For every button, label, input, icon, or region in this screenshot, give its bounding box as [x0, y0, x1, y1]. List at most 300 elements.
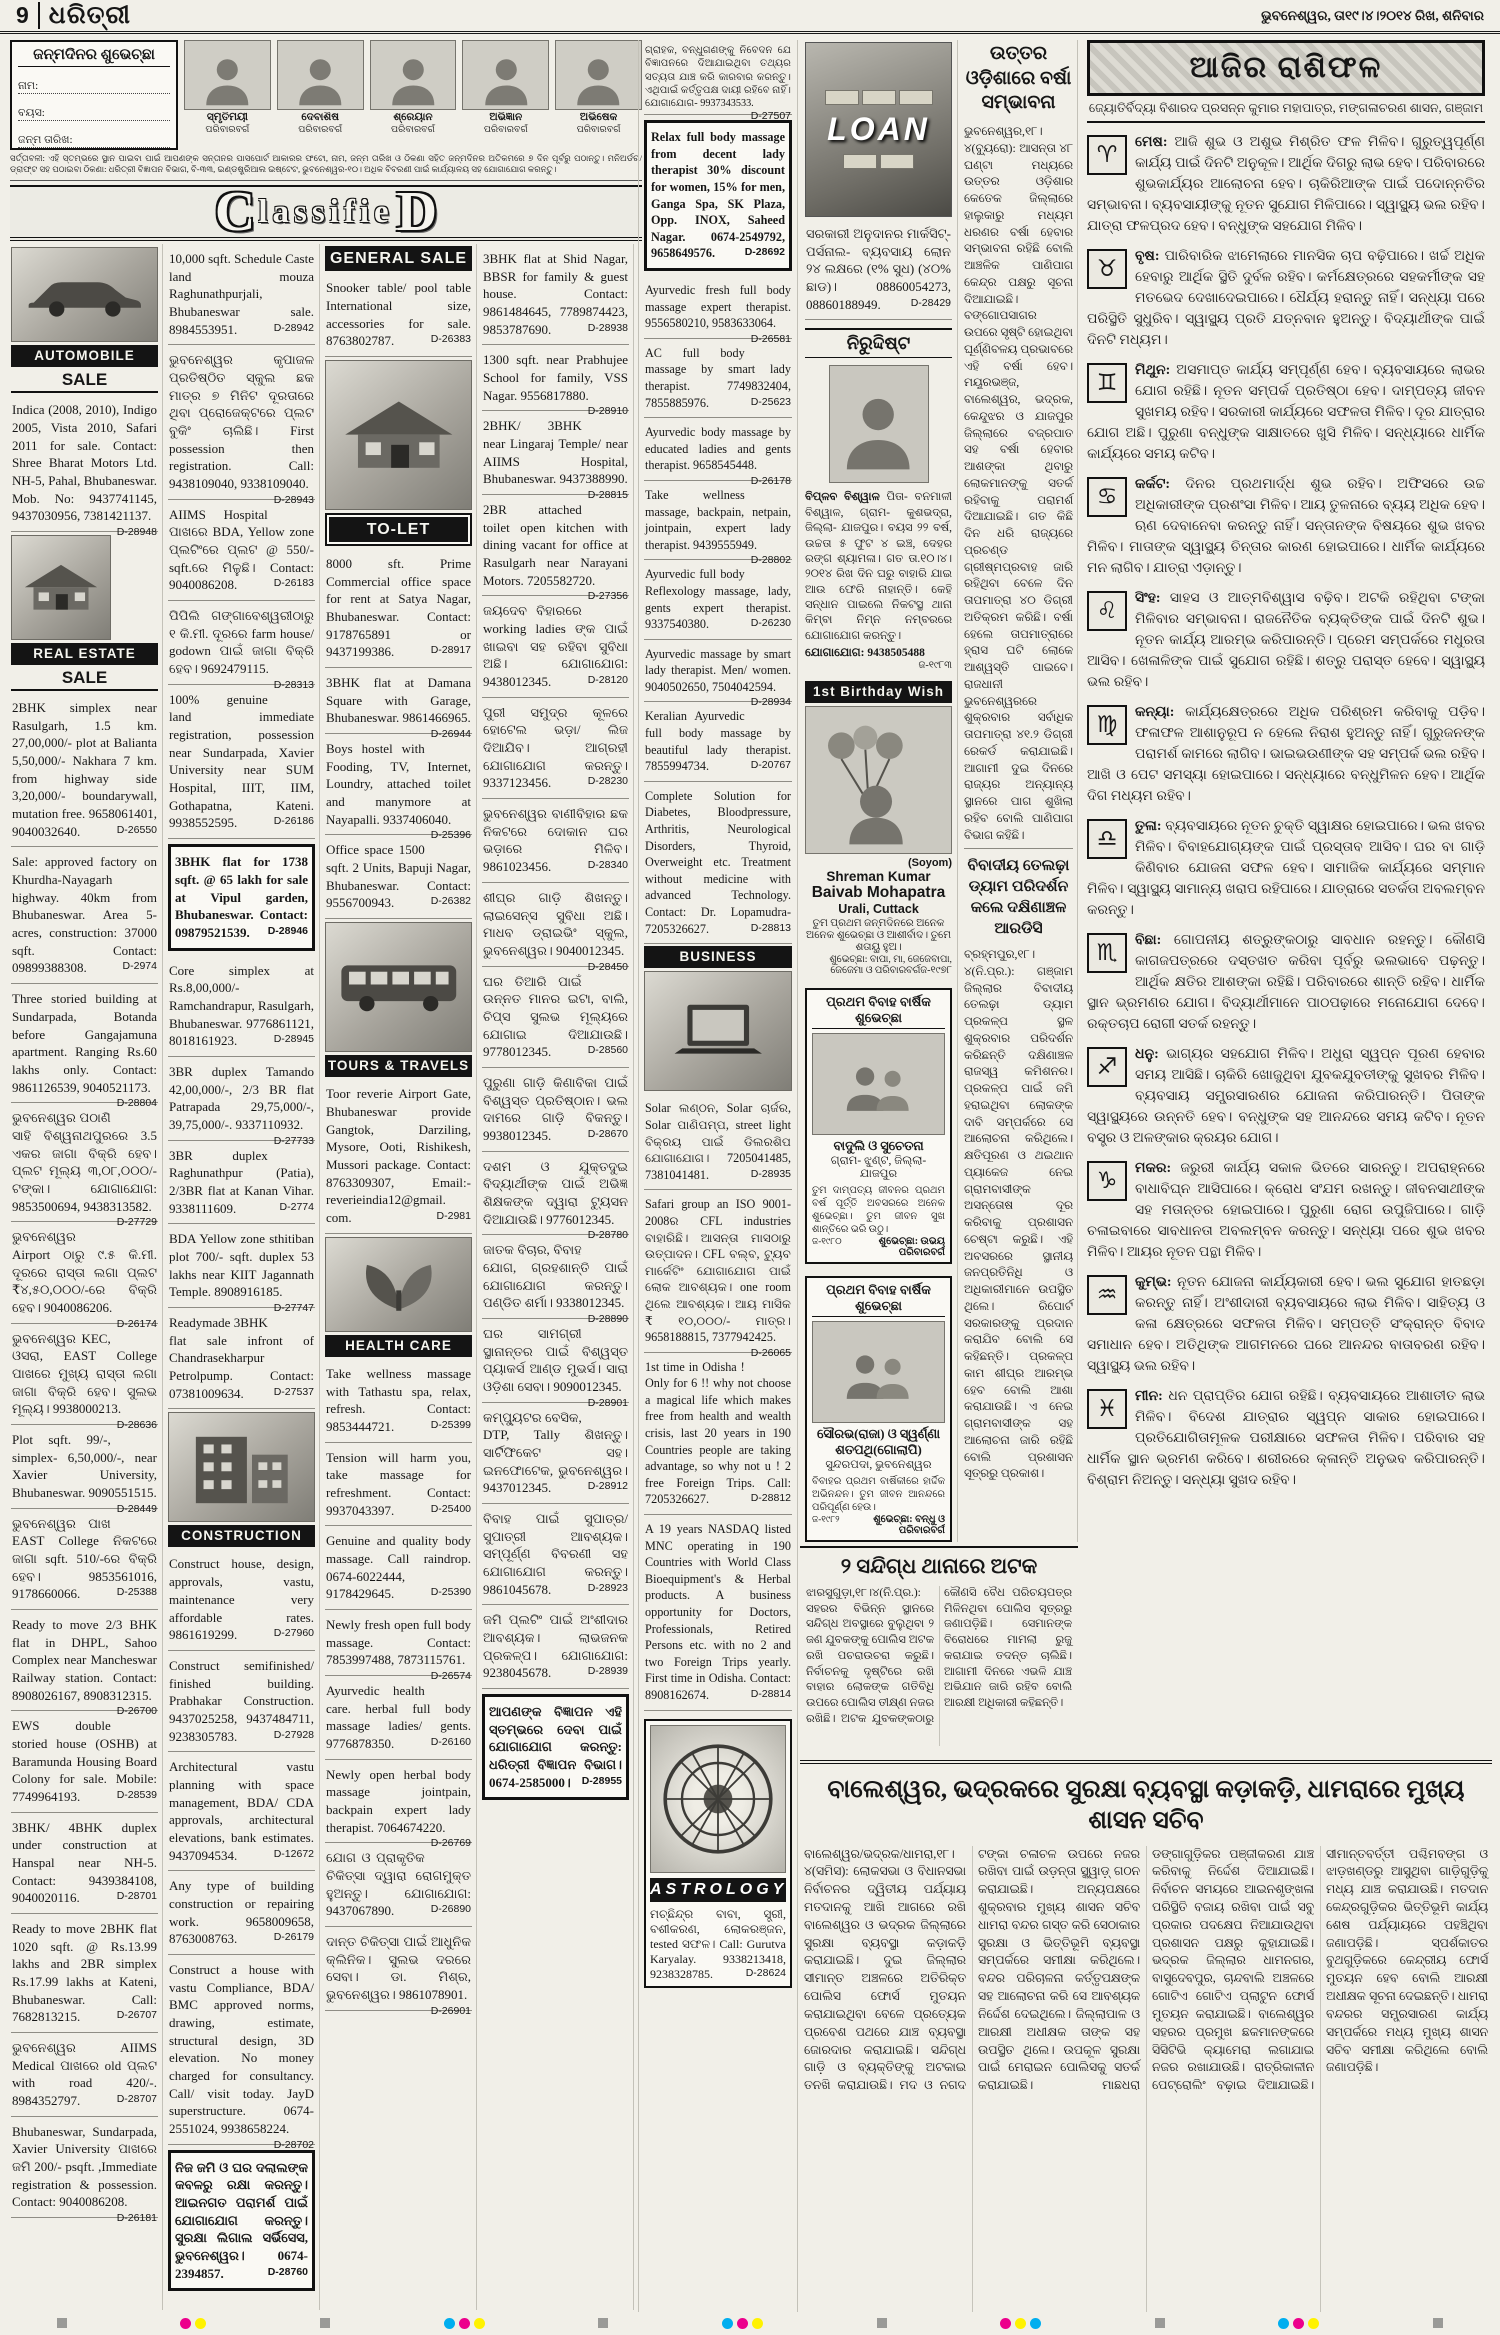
classified-ad: [325, 1760, 472, 1850]
classified-ad: [168, 685, 315, 839]
ad-id: D-28429: [910, 296, 951, 309]
registration-square: [1433, 2318, 1443, 2328]
ad-text: 10,000 sqft. Schedule Caste land mouza Raghunathpurjali, Bhubaneswar sale. 8984553951.: [169, 251, 314, 337]
ad-text: Construct semifinished/ finished building. Prabhakar Construction. 9437025258, 9437484711, 9238305783.: [169, 1657, 314, 1744]
classified-column-1: [10, 244, 163, 2310]
horoscope-entry: [1087, 1044, 1485, 1149]
zodiac-icon: ♒: [1087, 1275, 1127, 1315]
ad-id: D-28943: [273, 493, 314, 506]
ad-text: ଭୁବନେଶ୍ୱର ପଠାଣି ସାହି ବିଶ୍ୱନାଥପୁରରେ 3.5 ଏକର ଜାଗା ବିକ୍ରି ହେବ। ପ୍ଲଟ ମୂଲ୍ୟ ୩,୦୮,୦୦୦/- ଟଙ୍କା। ଯୋଗାଯୋଗ: 9853500694, 9438313582.: [12, 1110, 157, 1214]
ad-text: Ready to move 2/3 BHK flat in DHPL, Sahoo Complex near Mancheswar Railway station. Contact: 8908026167, 8908312315.: [12, 1616, 157, 1703]
ad-text: ନିଜ ଜମି ଓ ଘର ଦଲାଲଙ୍କ କବଳରୁ ରକ୍ଷା କରନ୍ତୁ। ଆଇନଗତ ପରାମର୍ଶ ପାଇଁ ଯୋଗାଯୋଗ କରନ୍ତୁ। ସୁରକ୍ଷା ଲିଗାଲ ସର୍ଭିସେସ, ଭୁବନେଶ୍ୱର। 0674-2394857.: [175, 2159, 308, 2281]
loan-label: LOAN: [827, 111, 930, 147]
ad-id: D-27928: [273, 1728, 314, 1741]
classified-ad: [325, 835, 472, 919]
baby-place: Urali, Cuttack: [838, 902, 919, 917]
page-number: 9: [16, 2, 40, 29]
to-let-section-header: TO-LET: [329, 517, 468, 542]
ad-text: Architectural vastu planning with space management, BDA/ CDA approvals, architectural elevations, bank estimates. 9437094534.: [169, 1759, 314, 1863]
ad-text: କମ୍ପ୍ୟୁଟର ବେସିକ, DTP, Tally ଶିଖନ୍ତୁ। ସାର୍ଟିଫିକେଟ ସହ। ଇନଫୋଟେକ, ଭୁବନେଶ୍ୱର। 9437012345.: [483, 1409, 628, 1496]
missing-person-contact: [805, 647, 952, 671]
anniversary-title: ପ୍ରଥମ ବିବାହ ବାର୍ଷିକ ଶୁଭେଚ୍ଛା: [812, 1282, 945, 1317]
classified-ad: [482, 1504, 629, 1605]
classified-ad: [325, 1676, 472, 1760]
ad-id: D-28624: [745, 1966, 786, 1979]
classified-ad: [168, 1549, 315, 1650]
birthday-photo-card: [370, 40, 457, 150]
child-photo: [277, 40, 364, 110]
family-label: ପରିବାରବର୍ଗ: [298, 125, 343, 135]
child-photo: [184, 40, 271, 110]
coupon-field-age: ବୟସ:: [18, 107, 170, 121]
ad-text: 3BHK/ 4BHK duplex under construction at Hanspal near NH-5. Contact: 9439384108, 9040020116.: [12, 1819, 157, 1906]
ad-id: D-26383: [430, 333, 471, 346]
classified-ad: [482, 1403, 629, 1504]
ad-text: 3BHK flat at Damana Square with Garage, Bhubaneswar. 9861466965.: [326, 675, 471, 726]
classified-logo-mid: lassifie: [258, 193, 394, 230]
classified-ad: [482, 1068, 629, 1152]
detained-headline: ୨ ସନ୍ଦିଗ୍ଧ ଥାନାରେ ଅଟକ: [840, 1554, 1038, 1578]
ad-text: 3BR duplex Tamando 42,00,000/-, 2/3 BR flat Patrapada 29,75,000/-, 39,75,000/-. 9337110932.: [169, 1063, 314, 1132]
classified-ad: [168, 956, 315, 1057]
birthday-photos: [184, 40, 642, 150]
ad-id: D-28912: [587, 1480, 628, 1493]
zodiac-icon: ♎: [1087, 819, 1127, 859]
horoscope-byline: ଜ୍ୟୋତିର୍ବିଦ୍ୟା ବିଶାରଦ ପ୍ରସନ୍ନ କୁମାର ମହାପାତ୍ର, ମଙ୍ଗଳାଚରଣ ଶାସନ, ଗଞ୍ଜାମ: [1087, 96, 1485, 123]
sign-text: ଶୁଭେଚ୍ଛା: ବନ୍ଧୁ ଓ ପରିବାରବର୍ଗ: [873, 1514, 945, 1537]
ad-text: 2BHK/ 3BHK near Lingaraj Temple/ near AIIMS Hospital, Bhubaneswar. 9437388990.: [483, 418, 628, 487]
zodiac-sign-name: ମେଷ :: [1135, 135, 1174, 150]
ad-text: Safari group an ISO 9001-2008ର CFL industries ବାହାରିଛି। ଆସନ୍ତା ମାସଠାରୁ ଉତ୍ପାଦନ। CFL ବଲ୍ବ, ଟ୍ୟୁବ ମାର୍କେଟିଂ ଯୋଗାଯୋଗ ପାଇଁ ଲୋକ ଆବଶ୍ୟକ। one room ଥିଲେ ଆବଶ୍ୟକ। ଆୟ ମାସିକ ₹ ୧୦,୦୦୦/- ମାତ୍ର। 9658188815, 7377942425.: [645, 1197, 791, 1345]
ad-text: Complete Solution for Diabetes, Bloodpressure, Arthritis, Neurological Disorders, Thyroid, Overweight etc. Treatment without medicine with advanced Technology. Contact: Dr. Lopamudra- 7205326627.: [645, 788, 791, 936]
real-estate-ads: [11, 693, 158, 2225]
automobile-ads: [11, 395, 158, 538]
couple-silhouette-icon: [833, 1042, 925, 1134]
classified-ad: [168, 345, 315, 506]
notice-id: ଜ-୧୯୮୩: [918, 660, 952, 672]
birthday-photo-card: [184, 40, 271, 150]
ad-id: D-26944: [430, 728, 471, 741]
horoscope-text: ବ୍ୟବସାୟରେ ନୂତନ ଚୁକ୍ତି ସ୍ୱାକ୍ଷର ହୋଇପାରେ। ଭଲ ଖବର ମିଳିବ। ବିବାହଯୋଗ୍ୟଙ୍କ ପାଇଁ ପ୍ରସ୍ତାବ ଆସିବ। ଘର ବା ଗାଡ଼ି କିଣିବାର ଯୋଜନା ସଫଳ ହେବ। ସାମାଜିକ କାର୍ଯ୍ୟରେ ସମ୍ମାନ ମିଳିବ। ସ୍ୱାସ୍ଥ୍ୟ ସାମାନ୍ୟ ଖରାପ ରହିପାରେ। ଯାତ୍ରାରେ ସତର୍କତା ଅବଲମ୍ବନ କରନ୍ତୁ।: [1087, 819, 1485, 918]
couple-photo: [812, 1321, 945, 1423]
classified-ad: [325, 549, 472, 668]
ad-id: D-28813: [750, 921, 791, 934]
classified-ad: [325, 1610, 472, 1682]
ad-text: Ayurvedic massage by smart lady therapist. Men/ women. 9040502650, 7504042594.: [645, 646, 791, 694]
disclaimer-notice: [644, 40, 792, 123]
classified-ad: [11, 693, 158, 847]
anniversary-note: ବିବାହର ପ୍ରଥମ ବାର୍ଷିକୀରେ ହାର୍ଦ୍ଦିକ ଅଭିନନ୍ଦନ। ତୁମ ଜୀବନ ଆନନ୍ଦରେ ପରିପୂର୍ଣ୍ଣ ହେଉ।: [812, 1476, 945, 1514]
classified-ad: [168, 1651, 315, 1752]
birthday-note: ତୁମ ପ୍ରଥମ ଜନ୍ମଦିନରେ ଅନେକ ଅନେକ ଶୁଭେଚ୍ଛା ଓ ଆଶୀର୍ବାଦ। ତୁମେ ଶତାୟୁ ହୁଅ।: [806, 918, 951, 954]
ad-text: AIIMS Hospital ପାଖରେ BDA, Yellow zone ପ୍ଲଟିଂରେ ପ୍ଲଟ @ 550/- sqft.ରେ ମିଳୁଛି। Contact: 9040086208.: [169, 506, 314, 593]
zodiac-sign-name: ବିଛା :: [1135, 933, 1174, 948]
detained-news: [800, 1546, 1078, 1756]
ad-text: Take wellness massage, backpain, netpain, jointpain, expert lady therapist. 9439555949.: [645, 487, 791, 552]
ad-id: D-2774: [279, 1200, 314, 1213]
color-registration-dots: [180, 2318, 206, 2329]
ad-id: D-27537: [273, 1385, 314, 1398]
ad-text: Plot sqft. 99/-, simplex- 6,50,000/-, near Xavier University, Bhubaneswar. 9090551515.: [12, 1431, 157, 1500]
car-icon: [21, 255, 149, 335]
zodiac-icon: ♋: [1087, 477, 1127, 517]
classified-ad: [11, 1324, 158, 1431]
birthday-terms: ସର୍ତ୍ତାବଳୀ: ଏହି ସ୍ତମ୍ଭରେ ସ୍ଥାନ ପାଇବା ପାଇଁ ଆପଣଙ୍କ ସନ୍ତାନର ପାସପୋର୍ଟ ଆକାରର ଫଟୋ, ନାମ, ଜନ୍ମ ତାରିଖ ଓ ଠିକଣା ସହିତ ଜନ୍ମଦିନର ଅତିକମରେ ୭ ଦିନ ପୂର୍ବରୁ ପଠାନ୍ତୁ। ମନିଅର୍ଡର/ ଡ୍ରାଫ୍ଟ ସହ ପଠାଇବା ଠିକଣା: ଧରିତ୍ରୀ ବିଜ୍ଞାପନ ବିଭାଗ, ବି-୩୩, ଇଣ୍ଡଷ୍ଟ୍ରିଆଲ ଇଷ୍ଟେଟ, ଭୁବନେଶ୍ୱର-୧୦। ଅଧିକ ବିବରଣୀ ପାଇଁ କାର୍ଯ୍ୟାଳୟ ସହ ଯୋଗାଯୋଗ କରନ୍ତୁ।: [10, 153, 642, 181]
sign-text: ଶୁଭେଚ୍ଛା: ବାପା, ମା, ଜେଜେବାପା, ଜେଜେମା ଓ ପରିବାରବର୍ଗ: [829, 954, 952, 977]
zodiac-icon: ♓: [1087, 1389, 1127, 1429]
ad-text: EWS double storied house (OSHB) at Baramunda Housing Board Colony for sale. Mobile: 7749964193.: [12, 1718, 157, 1805]
notice-id: ଜ-୧୯୮୨: [812, 1514, 840, 1525]
family-label: ପରିବାରବର୍ଗ: [391, 125, 435, 135]
business-ads: [644, 1094, 792, 1710]
missing-person-text: [805, 490, 952, 644]
classified-ad: [168, 1955, 315, 2151]
ad-id: D-26183: [273, 577, 314, 590]
classified-ad: [482, 883, 629, 973]
family-label: ପରିବାରବର୍ଗ: [576, 125, 621, 135]
person-silhouette-icon: [480, 49, 533, 109]
ad-id: D-26890: [430, 1903, 471, 1916]
ad-id: D-26160: [430, 1736, 471, 1748]
ad-id: D-28955: [581, 1774, 622, 1787]
horoscope-entry: [1087, 360, 1485, 465]
ad-id: D-26550: [116, 823, 157, 836]
real-estate-sale-header: SALE: [11, 667, 158, 691]
couple-names: ବାଦୁଲି ଓ ସୁଚେତନା: [833, 1139, 924, 1154]
ad-id: D-28539: [116, 1789, 157, 1802]
to-let-photo: [325, 360, 472, 510]
ad-text: 3BR duplex Raghunathpur (Patia), 2/3BR flat at Kanan Vihar. 9338111609.: [169, 1147, 314, 1216]
registration-square: [320, 2318, 330, 2328]
ad-text: Tension will harm you, take massage for refreshment. Contact: 9937043397.: [326, 1449, 471, 1518]
classified-ad: [168, 844, 315, 950]
horoscope-entry: [1087, 930, 1485, 1035]
birthday-photo-card: [555, 40, 642, 150]
ad-text: Readymade 3BHK flat sale infront of Chandrasekharpur Petrolpump. Contact: 07381009634.: [169, 1314, 314, 1401]
ad-id: D-28938: [587, 321, 628, 334]
classified-ad: [168, 1224, 315, 1314]
ad-text: Construct house, design, approvals, vastu, maintenance very affordable rates. 9861619299.: [169, 1556, 314, 1643]
classified-ad: [482, 1235, 629, 1325]
currency-notes-icon: [843, 154, 914, 169]
classified-ad: [644, 339, 792, 418]
ad-id: D-25390: [430, 1586, 471, 1599]
classified-column-2: [167, 244, 320, 2310]
classified-ad: [11, 1711, 158, 1812]
detained-body: ଝାରସୁଗୁଡ଼ା,୧୮।୪(ନି.ପ୍ର.): ସହରର ବିଭିନ୍ନ ସ୍ଥାନରେ ସନ୍ଦିଗ୍ଧ ଅବସ୍ଥାରେ ବୁଲୁଥିବା ୨ ଜଣ ଯୁବକଙ୍କୁ ପୋଲିସ ଅଟକ ରଖି ପଚରାଉଚରା କରୁଛି। ନିର୍ବାଚନକୁ ଦୃଷ୍ଟିରେ ରଖି ବାହାର ଲୋକଙ୍କ ଗତିବିଧି ଉପରେ ପୋଲିସ ତୀକ୍ଷ୍ଣ ନଜର ରଖିଛି। ଅଟକ ଯୁବକଙ୍କଠାରୁ କୌଣସି ବୈଧ ପରିଚୟପତ୍ର ମିଳିନଥିବା ପୋଲିସ ସୂତ୍ରରୁ ଜଣାପଡ଼ିଛି। ସେମାନଙ୍କ ବିରୋଧରେ ମାମଲା ରୁଜୁ କରାଯାଇ ତଦନ୍ତ ଚାଲିଛି। ଆଗାମୀ ଦିନରେ ଏଭଳି ଯାଞ୍ଚ ଅଭିଯାନ ଜାରି ରହିବ ବୋଲି ଆରକ୍ଷୀ ଅଧିକାରୀ କହିଛନ୍ତି।: [806, 1587, 1072, 1725]
zodiac-icon: ♊: [1087, 363, 1127, 403]
horoscope-entry: [1087, 1386, 1485, 1491]
classified-ad: [325, 273, 472, 357]
couple-place: ଗ୍ରାମ- ଝୁଣ୍ଟ, ଜିଲ୍ଲା- ଯାଜପୁର: [830, 1155, 927, 1181]
classified-ad: [482, 345, 629, 418]
ad-text: Newly open herbal body massage jointpain, backpain expert lady therapist. 7064674220.: [326, 1766, 471, 1835]
classified-ad: [644, 120, 792, 271]
ad-id: D-28450: [587, 960, 628, 973]
anniversary-sign: [812, 1514, 945, 1536]
notice-id: ଜ-୧୯୮୦: [812, 1236, 842, 1247]
family-label: ପରିବାରବର୍ଗ: [483, 125, 528, 135]
ad-text: ଭୁବନେଶ୍ୱର KEC, ଓସରା, EAST College ପାଖରେ ମୁଖ୍ୟ ରାସ୍ତା ଲଗା ଜାଗା ବିକ୍ରି ହେବ। ସୁଲଭ ମୂଲ୍ୟ। 9938000213.: [12, 1330, 157, 1417]
ad-id: D-28946: [267, 924, 308, 937]
classified-ad: [644, 640, 792, 709]
weather-headline: ଉତ୍ତର ଓଡ଼ିଶାରେ ବର୍ଷା ସମ୍ଭାବନା: [965, 43, 1072, 114]
ad-id: D-28935: [750, 1167, 791, 1180]
classified-ad: [482, 1152, 629, 1242]
ad-text: Ayurvedic health care. herbal full body massage ladies/ gents. 9776878350.: [326, 1682, 471, 1751]
ad-id: D-26700: [116, 1705, 157, 1718]
coupon-field-dob: ଜନ୍ମ ତାରିଖ:: [18, 134, 170, 148]
general-sale-ads: [325, 273, 472, 357]
masthead: ଧରିତ୍ରୀ: [48, 1, 131, 29]
classified-ad: [644, 560, 792, 639]
ad-id: D-28313: [273, 678, 314, 691]
child-name: ଦେବାଶିଷ: [301, 112, 339, 123]
classified-ad: [325, 734, 472, 842]
ad-id: D-28890: [587, 1312, 628, 1325]
automobile-photo: [11, 247, 158, 342]
ad-text: A 19 years NASDAQ listed MNC operating in 190 Countries with World Class Bioequipment's & Herbal products. A business opportunity for Doctors, Professionals, Retired Persons etc. with no 2 and two Foreign Trips yearly. First time in Odisha. Contact: 8908162674.: [645, 1522, 791, 1702]
couple-names: ସୌରଭ(ରାଜା) ଓ ସ୍ୱର୍ଣ୍ଣା ଶତପଥି(ଗୋଲାପି): [816, 1427, 941, 1458]
mixed-ads: [482, 244, 629, 1689]
horoscope-text: ଦିନର ପ୍ରଥମାର୍ଦ୍ଧ ଶୁଭ ରହିବ। ଅଫିସରେ ଉଚ୍ଚ ଅଧିକାରୀଙ୍କ ପ୍ରଶଂସା ମିଳିବ। ଆୟ ତୁଳନାରେ ବ୍ୟୟ ଅଧିକ ହେବ। ଋଣ ଦେବାନେବା କରନ୍ତୁ ନାହିଁ। ସନ୍ତାନଙ୍କ ବିଷୟରେ ଶୁଭ ଖବର ମିଳିବ। ମାତାଙ୍କ ସ୍ୱାସ୍ଥ୍ୟ ଚିନ୍ତାର କାରଣ ହୋଇପାରେ। ଧାର୍ମିକ କାର୍ଯ୍ୟରେ ମନ ଲାଗିବ। ଯାତ୍ରା ଏଡ଼ାନ୍ତୁ।: [1087, 477, 1485, 576]
classified-ad: [644, 702, 792, 781]
ad-id: D-26581: [750, 332, 791, 345]
classified-ad: [168, 1871, 315, 1955]
baby-name-line1: Shreman Kumar: [826, 869, 931, 885]
ad-text: Keralian Ayurvedic full body massage by beautiful lady therapist. 7855994734.: [645, 709, 791, 774]
ad-id: D-27733: [273, 1134, 314, 1147]
ad-id: D-28702: [273, 2138, 314, 2151]
ad-text: ଯୋଗ ଓ ପ୍ରାକୃତିକ ଚିକିତ୍ସା ଦ୍ୱାରା ରୋଗମୁକ୍ତ ହୁଅନ୍ତୁ। ଯୋଗାଯୋଗ: 9437067890.: [326, 1850, 471, 1919]
contact-number: ଯୋଗାଯୋଗ: 9438505488: [805, 647, 925, 660]
classified-ad: [325, 1843, 472, 1927]
ad-id: D-26178: [750, 474, 791, 487]
classified-ad: [168, 1308, 315, 1409]
zodiac-sign-name: ମୀନ :: [1135, 1389, 1168, 1404]
dam-headline: ବିବାଦୀୟ ତେଲଢ଼ା ଡ୍ୟାମ ପରିଦର୍ଶନ କଲେ ଦକ୍ଷିଣାଞ୍ଚଳ ଆରଡିସି: [964, 848, 1073, 940]
ad-id: D-28692: [744, 246, 785, 259]
ad-id: D-28923: [587, 1581, 628, 1594]
color-registration-dots: [1000, 2318, 1041, 2329]
classified-ad: [482, 596, 629, 697]
ad-text: ପୁରୁଣା ଗାଡ଼ି କିଣାବିକା ପାଇଁ ବିଶ୍ୱସ୍ତ ପ୍ରତିଷ୍ଠାନ। ଭଲ ଦାମରେ ଗାଡ଼ି ବିକନ୍ତୁ। 9938012345.: [483, 1074, 628, 1143]
classified-logo: [10, 180, 642, 243]
ad-id: D-28910: [587, 405, 628, 418]
zodiac-sign-name: କୁମ୍ଭ :: [1135, 1275, 1177, 1290]
spa-leaf-icon: [335, 1244, 463, 1324]
classified-ad: [644, 782, 792, 944]
ad-text: ଶୀଘ୍ର ଗାଡ଼ି ଶିଖନ୍ତୁ। ଲାଇସେନ୍ସ ସୁବିଧା ଅଛି। ମାଧବ ଡ୍ରାଇଭିଂ ସ୍କୁଲ, ଭୁବନେଶ୍ୱର। 9040012345.: [483, 889, 628, 958]
ad-text: ଭୁବନେଶ୍ୱର AIIMS Medical ପାଖରେ old ପ୍ଲଟ with road 420/-. 8984352797.: [12, 2040, 157, 2109]
ad-text: 1300 sqft. near Prabhujee School for family, VSS Nagar. 9556817880.: [483, 352, 628, 403]
child-name: ଶ୍ରେୟାନ: [393, 112, 433, 123]
ad-id: D-25388: [116, 1586, 157, 1599]
birthday-photo-card: [277, 40, 364, 150]
ad-text: Ayurvedic full body Reflexology massage, lady, gents expert therapist. 9337540380.: [645, 567, 791, 632]
classified-ad: [168, 500, 315, 601]
ad-id: D-28636: [116, 1418, 157, 1431]
person-silhouette-icon: [839, 378, 917, 482]
missing-person-photo: [829, 365, 929, 483]
classified-ad: [11, 1222, 158, 1330]
weather-body: ଭୁବନେଶ୍ୱର,୧୮।୪(ବ୍ୟୁରୋ): ଆସନ୍ତା ୪୮ ଘଣ୍ଟା ମଧ୍ୟରେ ଉତ୍ତର ଓଡ଼ିଶାର କେତେକ ଜିଲ୍ଲାରେ ହାଲୁକାରୁ ମଧ୍ୟମ ଧରଣର ବର୍ଷା ହେବାର ସମ୍ଭାବନା ରହିଛି ବୋଲି ଆଞ୍ଚଳିକ ପାଣିପାଗ କେନ୍ଦ୍ର ପକ୍ଷରୁ ସୂଚନା ଦିଆଯାଇଛି। ବଙ୍ଗୋପସାଗର ଉପରେ ସୃଷ୍ଟି ହୋଇଥିବା ଘୂର୍ଣ୍ଣିବଳୟ ପ୍ରଭାବରେ ଏହି ବର୍ଷା ହେବ। ମୟୂରଭଞ୍ଜ, ବାଲେଶ୍ୱର, ଭଦ୍ରକ, କେନ୍ଦୁଝର ଓ ଯାଜପୁର ଜିଲ୍ଲାରେ ବଜ୍ରପାତ ସହ ବର୍ଷା ହେବାର ଆଶଙ୍କା ଥିବାରୁ ଲୋକମାନଙ୍କୁ ସତର୍କ ରହିବାକୁ ପରାମର୍ଶ ଦିଆଯାଇଛି। ଗତ କିଛି ଦିନ ଧରି ରାଜ୍ୟରେ ପ୍ରଚଣ୍ଡ ଗ୍ରୀଷ୍ମପ୍ରବାହ ଜାରି ରହିଥିବା ବେଳେ ଦିନ ତାପମାତ୍ରା ୪୦ ଡିଗ୍ରୀ ଅତିକ୍ରମ କରିଛି। ବର୍ଷା ହେଲେ ତାପମାତ୍ରାରେ ହ୍ରାସ ଘଟି ଲୋକେ ଆଶ୍ୱସ୍ତି ପାଇବେ। ରାଜଧାନୀ ଭୁବନେଶ୍ୱରରେ ଶୁକ୍ରବାର ସର୍ବାଧିକ ତାପମାତ୍ରା ୪୧.୨ ଡିଗ୍ରୀ ରେକର୍ଡ କରାଯାଇଛି। ଆଗାମୀ ଦୁଇ ଦିନରେ ରାଜ୍ୟର ଅନ୍ୟାନ୍ୟ ସ୍ଥାନରେ ପାଗ ଶୁଖିଲା ରହିବ ବୋଲି ପାଣିପାଗ ବିଭାଗ କହିଛି।: [964, 124, 1073, 842]
astrology-label: ASTROLOGY: [650, 1878, 786, 1902]
zodiac-sign-name: ଧନୁ :: [1135, 1047, 1166, 1062]
advertise-here-notice: [482, 1694, 629, 1800]
bus-icon: [335, 932, 463, 1042]
ad-id: D-26179: [273, 1931, 314, 1944]
ad-id: D-27356: [587, 590, 628, 603]
birthday-baby-photo: [805, 706, 952, 854]
ad-id: D-28802: [750, 554, 791, 567]
zodiac-icon: ♐: [1087, 1047, 1127, 1087]
ad-text: ପିପିଲି ଗଙ୍ଗାବେଶ୍ୱରୀଠାରୁ ୧ କି.ମୀ. ଦୂରରେ farm house/ godown ପାଇଁ ଜାଗା ବିକ୍ରି ହେବ। 9692479115.: [169, 608, 314, 677]
ad-text: ଘର ତିଆରି ପାଇଁ ଉନ୍ନତ ମାନର ଇଟା, ବାଲି, ଚିପ୍ସ ସୁଲଭ ମୂଲ୍ୟରେ ଯୋଗାଇ ଦିଆଯାଉଛି। 9778012345.: [483, 973, 628, 1060]
classified-ad: [168, 1141, 315, 1225]
classified-ad: [482, 967, 629, 1068]
construction-section-header: CONSTRUCTION: [168, 1525, 315, 1547]
house-icon: [335, 371, 463, 498]
classified-ad: [644, 1353, 792, 1515]
ad-text: ଭୁବନେଶ୍ୱର Airport ଠାରୁ ୯.୫ କି.ମୀ. ଦୂରରେ ରାସ୍ତା ଲଗା ପ୍ଲଟ ₹୪,୫୦,୦୦୦/-ରେ ବିକ୍ରି ହେବ। 9040086206.: [12, 1229, 157, 1315]
ad-id: D-28701: [116, 1890, 157, 1903]
classified-ad: [11, 1509, 158, 1610]
ad-id: D-26707: [116, 2009, 157, 2022]
couple-silhouette-icon: [833, 1330, 925, 1422]
astrology-ad: [644, 1719, 792, 1988]
ad-id: D-28939: [587, 1665, 628, 1678]
ad-id: D-26574: [430, 1669, 471, 1682]
ad-id: D-27747: [273, 1301, 314, 1314]
zodiac-icon: ♍: [1087, 705, 1127, 745]
dateline: ଭୁବନେଶ୍ୱର, ତା୧୯।୪।୨୦୧୪ ରିଖ, ଶନିବାର: [1261, 7, 1484, 23]
horoscope-text: ପାରିବାରିକ ଝାମେଲାରେ ମାନସିକ ଚାପ ବଢ଼ିପାରେ। ଖର୍ଚ୍ଚ ଅଧିକ ହେବାରୁ ଆର୍ଥିକ ସ୍ଥିତି ଦୁର୍ବଳ ରହିବ। କର୍ମକ୍ଷେତ୍ରରେ ସହକର୍ମୀଙ୍କ ସହ ମତଭେଦ ଦେଖାଦେଇପାରେ। ଧୈର୍ଯ୍ୟ ହରାନ୍ତୁ ନାହିଁ। ସନ୍ଧ୍ୟା ପରେ ପରିସ୍ଥିତି ସୁଧୁରିବ। ସ୍ୱାସ୍ଥ୍ୟ ପ୍ରତି ଯତ୍ନବାନ ହୁଅନ୍ତୁ। ବିଦ୍ୟାର୍ଥୀଙ୍କ ପାଇଁ ଦିନଟି ମଧ୍ୟମ।: [1087, 249, 1485, 348]
ad-text: 3BHK flat at Shid Nagar, BBSR for family & guest house. Contact: 9861484645, 7789874423, 9853787690.: [483, 251, 628, 337]
ad-text: Three storied building at Sundarpada, Botanda before Gangajamuna apartment. Ranging Rs.60 lakhs only. Contact: 9861126539, 9040521173.: [12, 991, 157, 1095]
bottom-news-article: [800, 1760, 1492, 2312]
sign-text: ଶୁଭେଚ୍ଛା: ଉଭୟ ପରିବାରବର୍ଗ: [878, 1236, 945, 1259]
classified-logo-c: C: [214, 180, 256, 243]
zodiac-sign-name: ବୃଷ :: [1135, 249, 1165, 264]
horoscope-text: ଆଜି ଶୁଭ ଓ ଅଶୁଭ ମିଶ୍ରିତ ଫଳ ମିଳିବ। ଗୁରୁତ୍ୱପୂର୍ଣ୍ଣ କାର୍ଯ୍ୟ ପାଇଁ ଦିନଟି ଅନୁକୂଳ। ଆର୍ଥିକ ଦିଗରୁ ଲାଭ ହେବ। ପରିବାରରେ ଶୁଭକାର୍ଯ୍ୟର ଆଲୋଚନା ହେବ। ଚାକିରିଆଙ୍କ ପାଇଁ ପଦୋନ୍ନତିର ସମ୍ଭାବନା। ବ୍ୟବସାୟୀଙ୍କୁ ନୂତନ ସୁଯୋଗ ମିଳିପାରେ। ସ୍ୱାସ୍ଥ୍ୟ ଭଲ ରହିବ। ଯାତ୍ରା ଫଳପ୍ରଦ ହେବ। ବନ୍ଧୁଙ୍କ ସହଯୋଗ ମିଳିବ।: [1087, 135, 1485, 234]
massage-ads: [644, 120, 792, 944]
ad-text: Office space 1500 sqft. 2 Units, Bapuji Nagar, Bhubaneswar. Contact: 9556700943.: [326, 842, 471, 911]
classified-ad: [11, 1425, 158, 1515]
health-care-photo: [325, 1237, 472, 1332]
ad-text: ସରକାରୀ ଅନୁଦାନର ମାର୍କସିଟ୍- ପର୍ସନାଲ- ବ୍ୟବସାୟ ଲୋନ ୨୪ ଲକ୍ଷରେ (୧% ସୁଧ) (୪୦% ଛାଡ)। 08860054273, 08860188949.: [806, 226, 951, 312]
baby-name-line2: Baivab Mohapatra: [811, 884, 946, 902]
ad-text: Snooker table/ pool table International size, accessories for sale. 8763802787.: [326, 280, 471, 349]
classified-ad: [325, 1359, 472, 1443]
ad-text: Indica (2008, 2010), Indigo 2005, Vista 2010, Safari 2011 for sale. Contact: Shree Bharat Motors Ltd. NH-5, Pahal, Bhubaneswar. Mob. No: 9437741145, 9437030956, 7381421137.: [12, 402, 157, 524]
registration-square: [877, 2318, 887, 2328]
ad-id: D-25623: [750, 395, 791, 408]
dam-body: ବ୍ରହ୍ମପୁର,୧୮।୪(ନି.ପ୍ର.): ଗଞ୍ଜାମ ଜିଲ୍ଲାର ବିବାଦୀୟ ତେଲଢ଼ା ଡ୍ୟାମ ପ୍ରକଳ୍ପ ସ୍ଥଳ ଶୁକ୍ରବାର ପରିଦର୍ଶନ କରିଛନ୍ତି ଦକ୍ଷିଣାଞ୍ଚଳ ରାଜସ୍ୱ କମିଶନର। ପ୍ରକଳ୍ପ ପାଇଁ ଜମି ହରାଇଥିବା ଲୋକଙ୍କ ଦାବି ସମ୍ପର୍କରେ ସେ ଆଲୋଚନା କରିଥିଲେ। କ୍ଷତିପୂରଣ ଓ ଥଇଥାନ ପ୍ୟାକେଜ ନେଇ ଗ୍ରାମବାସୀଙ୍କ ଅସନ୍ତୋଷ ଦୂର କରିବାକୁ ପ୍ରଶାସନ ଚେଷ୍ଟା କରୁଛି। ଏହି ଅବସରରେ ସ୍ଥାନୀୟ ଜନପ୍ରତିନିଧି ଓ ଅଧିକାରୀମାନେ ଉପସ୍ଥିତ ଥିଲେ। ରିପୋର୍ଟ ସରକାରଙ୍କୁ ପ୍ରଦାନ କରାଯିବ ବୋଲି ସେ କହିଛନ୍ତି। ପ୍ରକଳ୍ପ କାମ ଶୀଘ୍ର ଆରମ୍ଭ ହେବ ବୋଲି ଆଶା କରାଯାଉଛି। ଏ ନେଇ ଗ୍ରାମବାସୀଙ୍କ ସହ ଆଲୋଚନା ଜାରି ରହିଛି ବୋଲି ପ୍ରଶାସନ ସୂତ୍ରରୁ ପ୍ରକାଶ।: [964, 947, 1073, 1481]
missing-person-name: ବିପ୍ଳବ ବିଶ୍ୱାଳ: [805, 491, 880, 504]
ad-id: D-28780: [587, 1229, 628, 1242]
zodiac-icon: ♈: [1087, 135, 1127, 175]
ad-text: Relax full body massage from decent lady therapist 30% discount for women, 15% for men, Ganga Spa, SK Plaza, Opp. INOX, Saheed Nagar. 0674-2549792, 9658649576.: [651, 130, 785, 261]
zodiac-sign-name: କନ୍ୟା :: [1135, 705, 1185, 720]
zodiac-sign-name: ତୁଳା :: [1135, 819, 1165, 834]
horoscope-entry: [1087, 474, 1485, 579]
land-ads: [168, 244, 315, 1409]
zodiac-icon: ♉: [1087, 249, 1127, 289]
ad-id: D-28901: [587, 1396, 628, 1409]
birthday-sign: [805, 954, 952, 976]
ad-id: D-28670: [587, 1127, 628, 1140]
person-silhouette-icon: [387, 49, 440, 109]
notice-text: ଗ୍ରାହକ, ବନ୍ଧୁଗଣଙ୍କୁ ନିବେଦନ ଯେ ବିଜ୍ଞାପନରେ ଦିଆଯାଇଥିବା ତଥ୍ୟର ସତ୍ୟତା ଯାଞ୍ଚ କରି କାରବାର କରନ୍ତୁ। ଏଥିପାଇଁ କର୍ତ୍ତୃପକ୍ଷ ଦାୟୀ ରହିବେ ନାହିଁ। ଯୋଗାଯୋଗ- 9937343533.: [645, 45, 791, 109]
classified-ad: [325, 1443, 472, 1527]
classified-ad: [11, 1914, 158, 2033]
ad-text: Toor reverie Airport Gate, Bhubaneswar provide Gangtok, Darziling, Mysore, Ooti, Rishikesh, Mussori package. Contact: 8763309307, Email:- reverieindia12@gmail. com.: [326, 1086, 471, 1226]
ad-id: D-28917: [430, 644, 471, 657]
general-sale-section-header: GENERAL SALE: [325, 246, 472, 271]
horoscope-entry: [1087, 588, 1485, 693]
horoscope-text: ସାହସ ଓ ଆତ୍ମବିଶ୍ୱାସ ବଢ଼ିବ। ଅଟକି ରହିଥିବା ଟଙ୍କା ମିଳିବାର ସମ୍ଭାବନା। ରାଜନୈତିକ ବ୍ୟକ୍ତିଙ୍କ ପାଇଁ ଦିନଟି ଶୁଭ। ନୂତନ କାର୍ଯ୍ୟ ଆରମ୍ଭ କରିପାରନ୍ତି। ପ୍ରେମ ସମ୍ପର୍କରେ ମଧୁରତା ଆସିବ। ଖେଳାଳିଙ୍କ ପାଇଁ ସୁଯୋଗ ରହିଛି। ଶତ୍ରୁ ପରାସ୍ତ ହେବେ। ସ୍ୱାସ୍ଥ୍ୟ ଭଲ ରହିବ।: [1087, 591, 1485, 690]
business-photo: [644, 971, 792, 1091]
ad-id: D-26901: [430, 2004, 471, 2017]
health-care-ads: [325, 1359, 472, 2017]
real-estate-photo: [11, 535, 111, 640]
ad-text: Boys hostel with Fooding, TV, Internet, Loundry, attached toilet and manymore at Nayapalli. 9337406040.: [326, 741, 471, 827]
real-estate-section-header: REAL ESTATE: [11, 643, 158, 665]
classified-ad: [11, 1610, 158, 1718]
ad-text: Genuine and quality body massage. Call raindrop. 0674-6022444, 9178429645.: [326, 1533, 471, 1602]
ad-text: ଘର ସାମଗ୍ରୀ ସ୍ଥାନାନ୍ତର ପାଇଁ ବିଶ୍ୱସ୍ତ ପ୍ୟାକର୍ସ ଆଣ୍ଡ ମୁଭର୍ସ। ସାରା ଓଡ଼ିଶା ସେବା। 9090012345.: [483, 1325, 628, 1394]
to-let-header-box: [325, 513, 472, 546]
classified-ad: [11, 2033, 158, 2117]
ad-id: D-27729: [116, 1216, 157, 1229]
ad-id: D-26065: [750, 1346, 791, 1359]
classified-column-5: [638, 40, 798, 2312]
classified-ad: [482, 799, 629, 883]
ad-id: D-26186: [273, 815, 314, 828]
notice-id: ଜ-୧୯୭୮: [920, 965, 952, 977]
ad-text: ଦଶମ ଓ ଯୁକ୍ତଦୁଇ ବିଦ୍ୟାର୍ଥୀଙ୍କ ପାଇଁ ଅଭିଜ୍ଞ ଶିକ୍ଷକଙ୍କ ଦ୍ୱାରା ଟ୍ୟୁସନ ଦିଆଯାଉଛି। 9776012345.: [483, 1158, 628, 1227]
horoscope-text: ଗୋପନୀୟ ଶତ୍ରୁଙ୍କଠାରୁ ସାବଧାନ ରହନ୍ତୁ। କୌଣସି କାଗଜପତ୍ରରେ ଦସ୍ତଖତ କରିବା ପୂର୍ବରୁ ଭଲଭାବେ ପଢ଼ନ୍ତୁ। ଆର୍ଥିକ କ୍ଷତିର ଆଶଙ୍କା ରହିଛି। ପରିବାରରେ ଶାନ୍ତି ରହିବ। ଧାର୍ମିକ ସ୍ଥାନ ଭ୍ରମଣର ଯୋଗ। ବିଦ୍ୟାର୍ଥୀମାନେ ପାଠପଢ଼ାରେ ମନୋଯୋଗ ଦେବେ। ରକ୍ତଚାପ ରୋଗୀ ସତର୍କ ରହନ୍ତୁ।: [1087, 933, 1485, 1032]
ad-text: 100% genuine land immediate registration, possession near Sundarpada, Xavier University near SUM Hospital, IIIT, IIM, Gothapatna, Kateni. 9938552595.: [169, 691, 314, 831]
article-headline: ବାଲେଶ୍ୱର, ଭଦ୍ରକରେ ସୁରକ୍ଷା ବ୍ୟବସ୍ଥା କଡ଼ାକଡ଼ି, ଧାମରାରେ ମୁଖ୍ୟ ଶାସନ ସଚିବ: [827, 1776, 1465, 1835]
anniversary-note: ତୁମ ଦାମ୍ପତ୍ୟ ଜୀବନର ପ୍ରଥମ ବର୍ଷ ପୂର୍ତ୍ତି ଅବସରରେ ଅନେକ ଶୁଭେଚ୍ଛା। ତୁମ ଜୀବନ ସୁଖ ଶାନ୍ତିରେ ଭରି ଉଠୁ।: [812, 1185, 945, 1236]
zodiac-icon: ♏: [1087, 933, 1127, 973]
ad-text: Construct a house with vastu Compliance, BDA/ BMC approved norms, drawing, estimate, structural design, 3D elevation. No money charged for consultancy. Call/ visit today. JayD superstructure. 0674-2551024, 9938658224.: [169, 1961, 314, 2136]
color-registration-dots: [1278, 2318, 1319, 2329]
ad-text: Core simplex at Rs.8,00,000/- Ramchandrapur, Rasulgarh, Bhubaneswar. 9776861121, 8018161923.: [169, 962, 314, 1049]
classified-ad: [325, 1526, 472, 1610]
zodiac-wheel-icon: [658, 1739, 778, 1859]
missing-person-header: ନିରୁଦ୍ଦିଷ୍ଟ: [805, 328, 952, 358]
ad-id: D-2974: [122, 960, 157, 973]
ad-id: D-25400: [430, 1502, 471, 1515]
ad-id: D-26769: [430, 1837, 471, 1850]
ad-text: AC full body massage by smart lady therapist. 7749832404, 7855885976.: [645, 345, 791, 410]
classified-ad: [482, 1605, 629, 1689]
zodiac-sign-name: ସିଂହ :: [1135, 591, 1170, 606]
horoscope-text: ଧନ ପ୍ରାପ୍ତିର ଯୋଗ ରହିଛି। ବ୍ୟବସାୟରେ ଆଶାତୀତ ଲାଭ ମିଳିବ। ବିଦେଶ ଯାତ୍ରାର ସ୍ୱପ୍ନ ସାକାର ହୋଇପାରେ। ପ୍ରତିଯୋଗିତାମୂଳକ ପରୀକ୍ଷାରେ ସଫଳତା ମିଳିବ। ପରିବାର ସହ ଧାର୍ମିକ ସ୍ଥାନ ଭ୍ରମଣ କରିବେ। ଶରୀରରେ କ୍ଳାନ୍ତି ଅନୁଭବ କରିପାରନ୍ତି। ବିଶ୍ରାମ ନିଅନ୍ତୁ। ସନ୍ଧ୍ୟା ସୁଖଦ ରହିବ।: [1087, 1389, 1485, 1488]
ad-id: D-28815: [587, 489, 628, 502]
classified-ad: [644, 418, 792, 487]
ad-text: 1st time in Odisha ! Only for 6 !! why not choose a magical life which makes free from health and wealth crisis, last 20 years in 190 Countries people are taking advantage, so why not u ! 2 free Foreign Trips. Call: 7205326627.: [645, 1359, 791, 1507]
ad-text: ଆପଣଙ୍କ ବିଜ୍ଞାପନ ଏହି ସ୍ତମ୍ଭରେ ଦେବା ପାଇଁ ଯୋଗାଯୋଗ କରନ୍ତୁ: ଧରିତ୍ରୀ ବିଜ୍ଞାପନ ବିଭାଗ। 0674-2585000।: [489, 1704, 622, 1790]
ad-text: Sale: approved factory on Khurdha-Nayagarh highway. 40km from Bhubaneswar. Area 5- acres, construction: 37000 sqft. Contact: 09899388308.: [12, 854, 157, 976]
anniversary-title: ପ୍ରଥମ ବିବାହ ବାର୍ଷିକ ଶୁଭେଚ୍ଛା: [812, 994, 945, 1029]
horoscope-entry: [1087, 246, 1485, 351]
ad-id: D-28934: [750, 696, 791, 709]
house-icon: [18, 543, 104, 632]
